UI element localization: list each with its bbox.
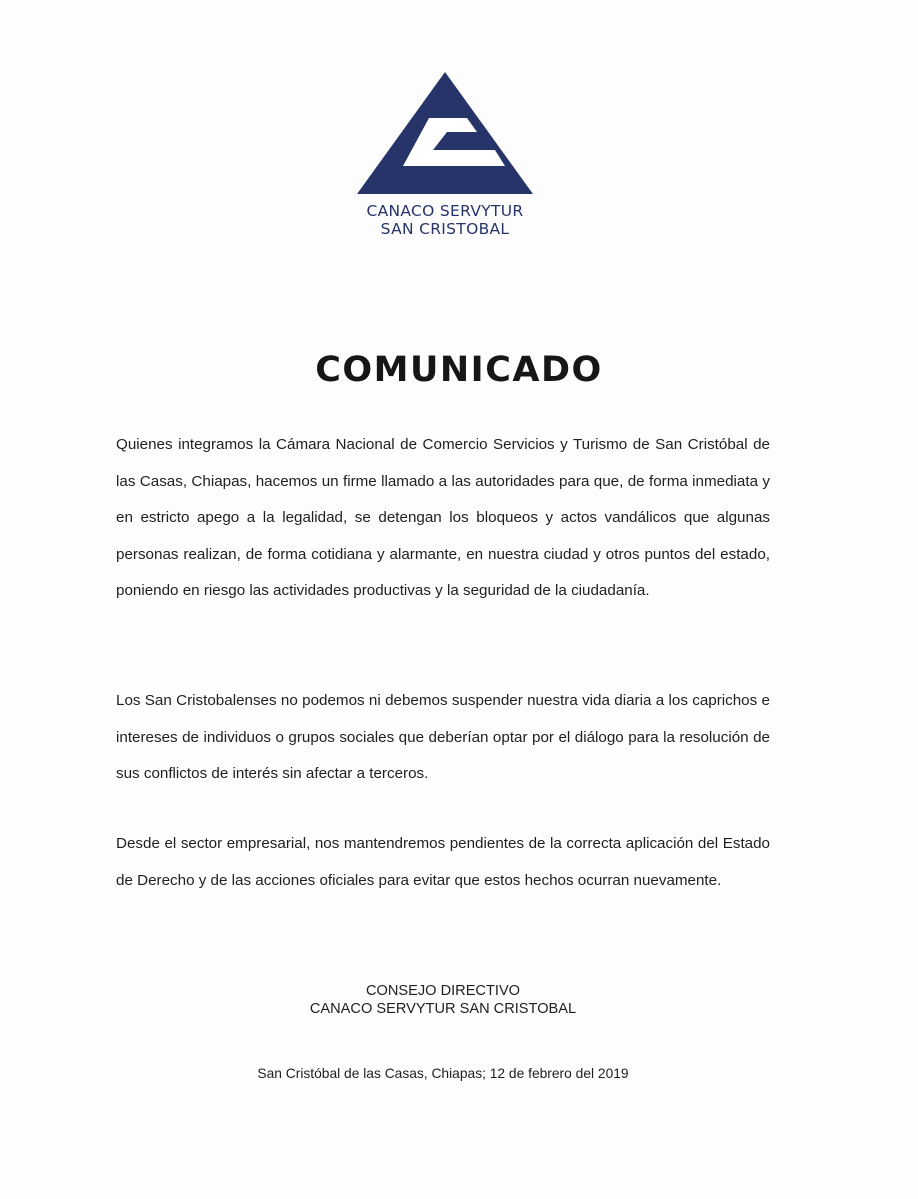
paragraph-1: Quienes integramos la Cámara Nacional de Comercio Servicios y Turismo de San Cristóbal de las Casas, Chiapas, hacemos un firme llamado a las autoridades para que, de forma inmediata y en estricto apego a la legalidad, se detengan los bloqueos y actos vandálicos que algunas personas realizan, de forma cotidiana y alarmante, en nuestra ciudad y otros puntos del estado, poniendo en riesgo las actividades productivas y la seguridad de la ciudadanía. <box>116 436 770 599</box>
paragraph-2: Los San Cristobalenses no podemos ni debemos suspender nuestra vida diaria a los caprichos e intereses de individuos o grupos sociales que deberían optar por el diálogo para la resolución de sus conflictos de interés sin afectar a terceros. <box>116 692 770 782</box>
paragraph-3: Desde el sector empresarial, nos mantendremos pendientes de la correcta aplicación del Estado de Derecho y de las acciones oficiales para evitar que estos hechos ocurran nuevamente. <box>116 835 770 889</box>
document-title: COMUNICADO <box>315 350 603 390</box>
signature-line-2: CANACO SERVYTUR SAN CRISTOBAL <box>309 1001 577 1017</box>
signature-line-1: CONSEJO DIRECTIVO <box>365 983 521 999</box>
date-line: San Cristóbal de las Casas, Chiapas; 12 de febrero del 2019 <box>257 1066 629 1081</box>
logo-line-1: CANACO SERVYTUR <box>366 202 524 220</box>
logo-line-2: SAN CRISTOBAL <box>380 220 510 238</box>
canaco-logo-icon <box>355 70 535 196</box>
